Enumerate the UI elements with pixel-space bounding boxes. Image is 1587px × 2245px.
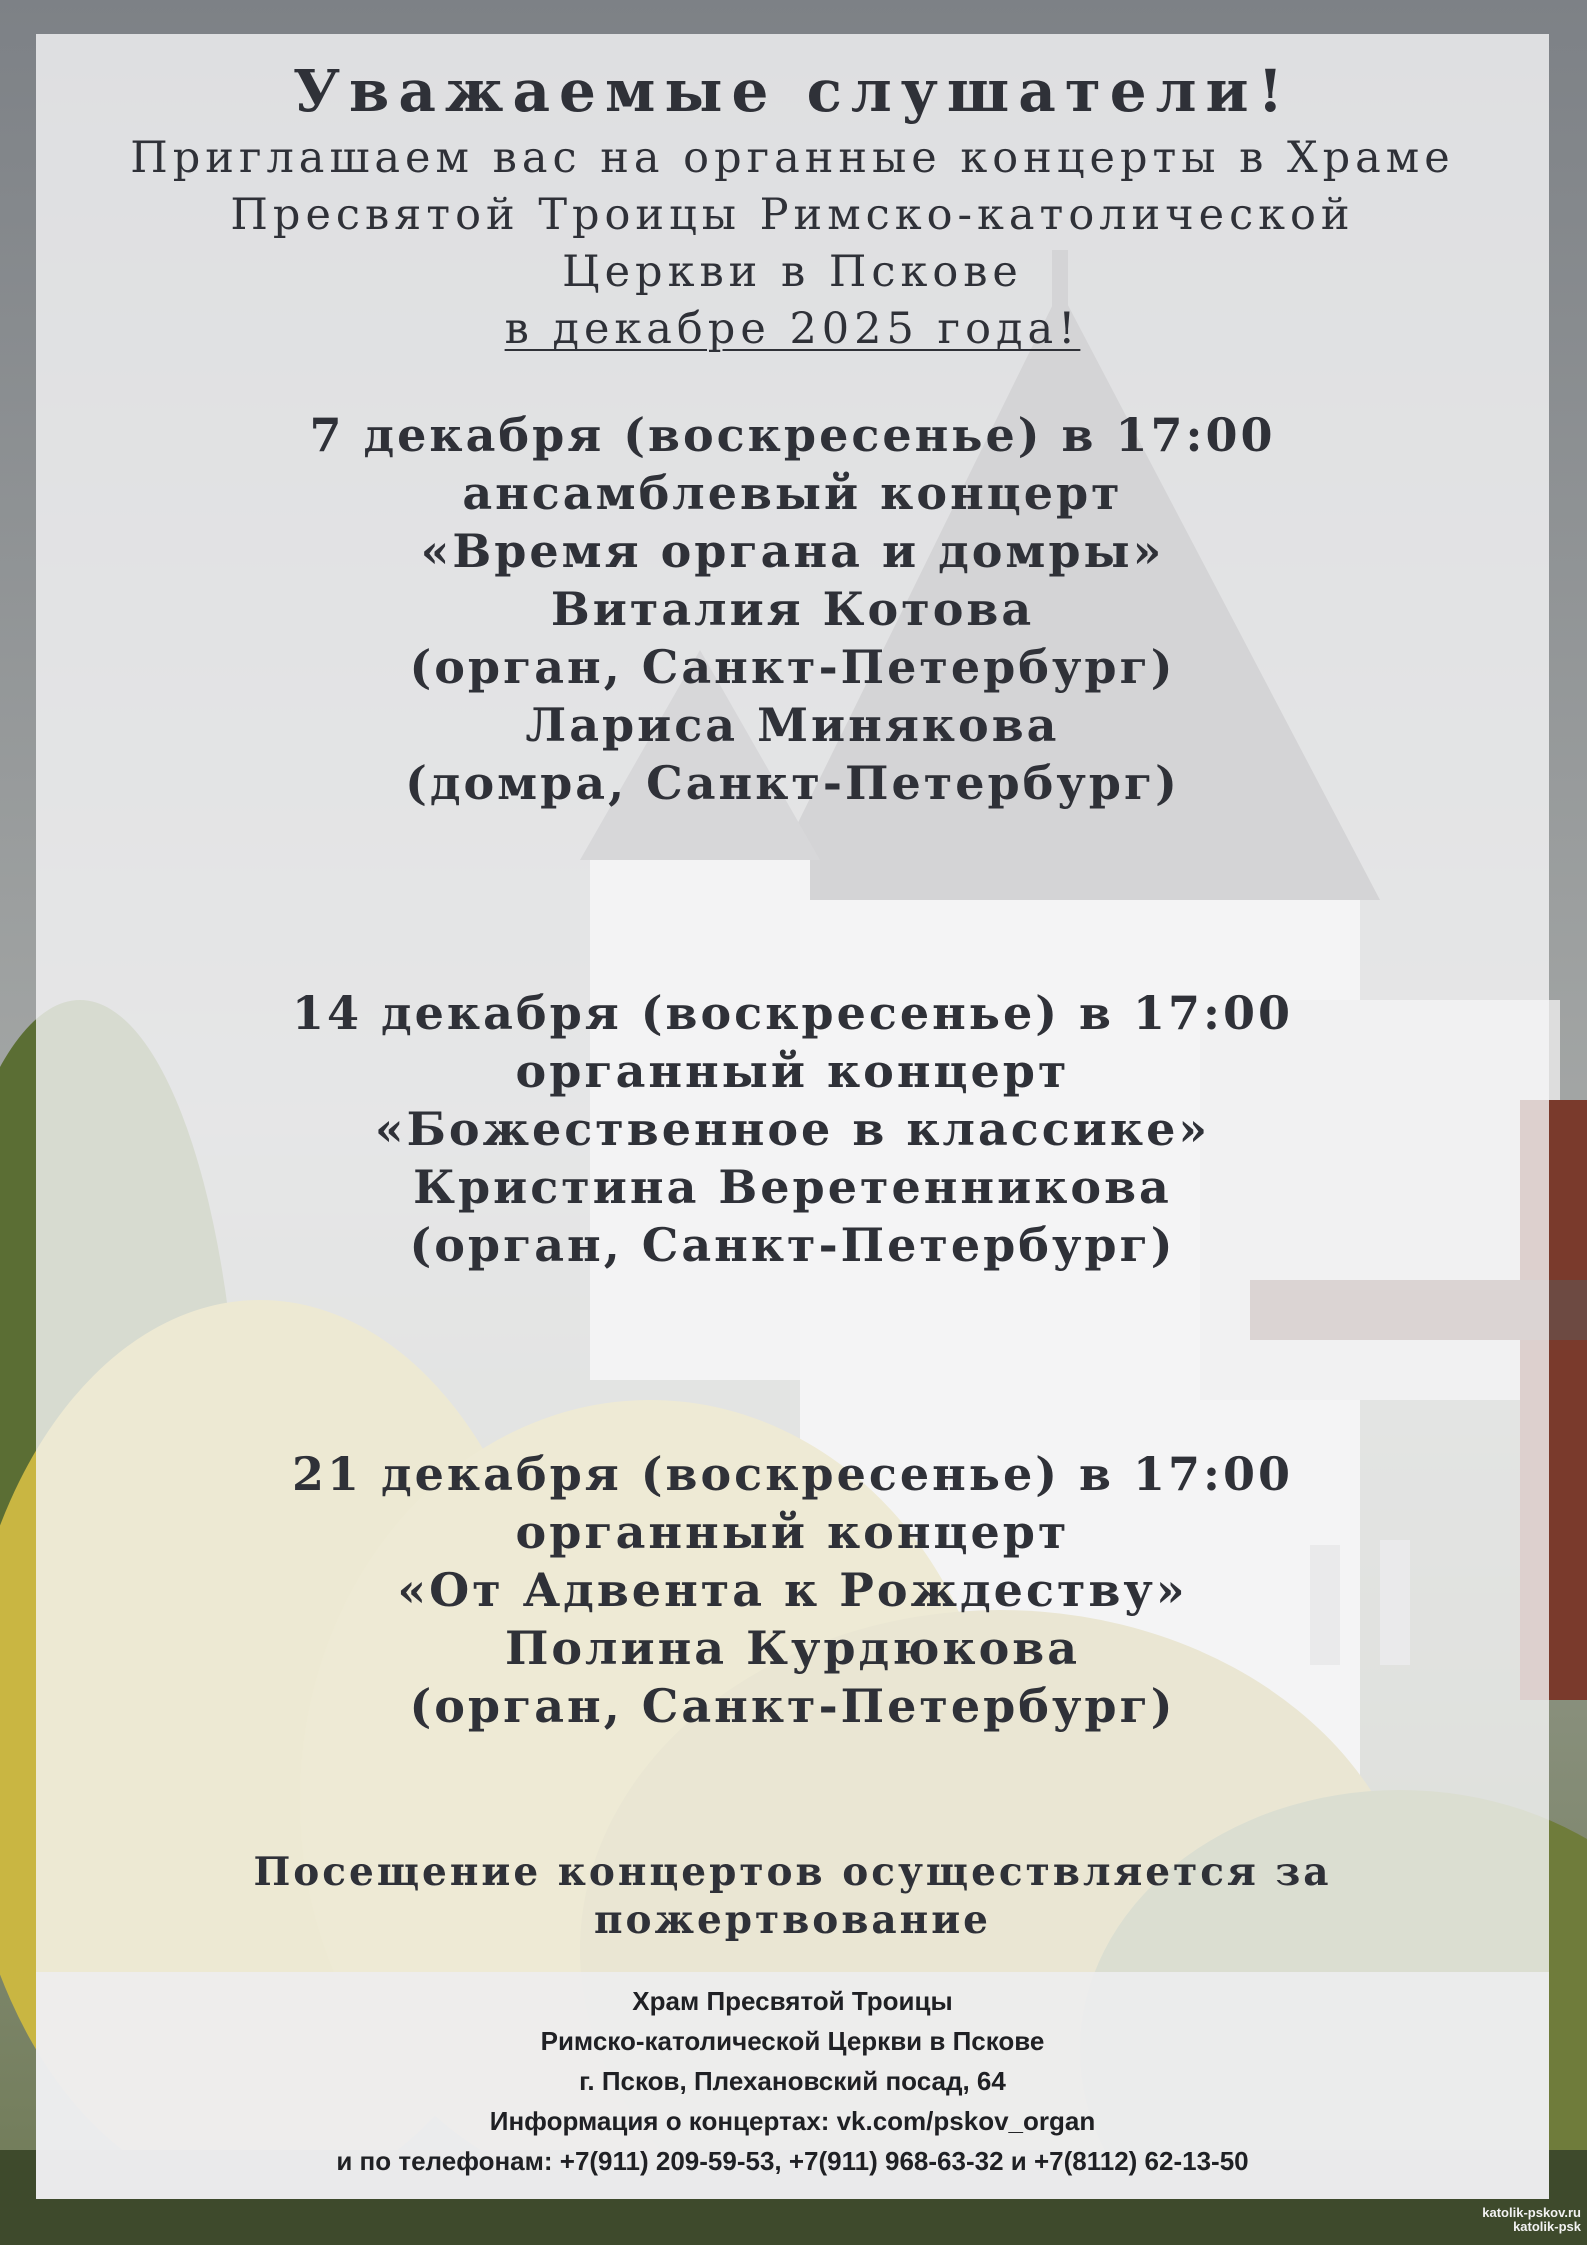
invitation-line: Приглашаем вас на органные концерты в Храме	[130, 133, 1455, 183]
performer-role: (домра, Санкт-Петербург)	[405, 756, 1180, 810]
invitation-month: в декабре 2025 года!	[504, 304, 1081, 354]
invitation-line: Пресвятой Троицы Римско-католической	[230, 190, 1355, 240]
concert-block-1	[36, 406, 1549, 812]
watermark-line: katolik-pskov.ru	[1482, 2205, 1581, 2220]
performer-role: (орган, Санкт-Петербург)	[409, 640, 1176, 694]
concert-datetime: 14 декабря (воскресенье) в 17:00	[291, 986, 1294, 1040]
church-name-line: Храм Пресвятой Троицы	[632, 1986, 953, 2016]
concert-type: органный концерт	[515, 1044, 1070, 1098]
concert-type: ансамблевый концерт	[462, 466, 1123, 520]
concert-block-2	[36, 984, 1549, 1274]
performer-role: (орган, Санкт-Петербург)	[409, 1679, 1176, 1733]
watermark-line: katolik-psk	[1513, 2219, 1581, 2234]
watermark	[1482, 2206, 1581, 2234]
phone-numbers: и по телефонам: +7(911) 209-59-53, +7(911) 968-63-32 и +7(8112) 62-13-50	[336, 2146, 1249, 2176]
invitation-line: Церкви в Пскове	[562, 247, 1023, 297]
concert-title: «Время органа и домры»	[420, 524, 1165, 578]
church-address: г. Псков, Плехановский посад, 64	[579, 2066, 1006, 2096]
concert-datetime: 21 декабря (воскресенье) в 17:00	[291, 1447, 1294, 1501]
concert-info-link[interactable]: Информация о концертах: vk.com/pskov_organ	[489, 2106, 1096, 2136]
concert-datetime: 7 декабря (воскресенье) в 17:00	[309, 408, 1276, 462]
donation-note	[36, 1848, 1549, 1944]
performer-name: Лариса Минякова	[525, 698, 1060, 752]
church-name-line: Римско-католической Церкви в Пскове	[540, 2026, 1045, 2056]
invitation-text	[36, 130, 1549, 358]
performer-role: (орган, Санкт-Петербург)	[409, 1218, 1176, 1272]
donation-line: пожертвование	[594, 1897, 991, 1943]
footer-contacts	[36, 1981, 1549, 2181]
performer-name: Виталия Котова	[550, 582, 1035, 636]
performer-name: Полина Курдюкова	[504, 1621, 1081, 1675]
concert-block-3	[36, 1445, 1549, 1735]
donation-line: Посещение концертов осуществляется за	[253, 1849, 1332, 1895]
concert-title: «Божественное в классике»	[374, 1102, 1211, 1156]
concert-title: «От Адвента к Рождеству»	[397, 1563, 1188, 1617]
performer-name: Кристина Веретенникова	[413, 1160, 1172, 1214]
concert-type: органный концерт	[515, 1505, 1070, 1559]
poster-heading: Уважаемые слушатели!	[292, 57, 1293, 125]
